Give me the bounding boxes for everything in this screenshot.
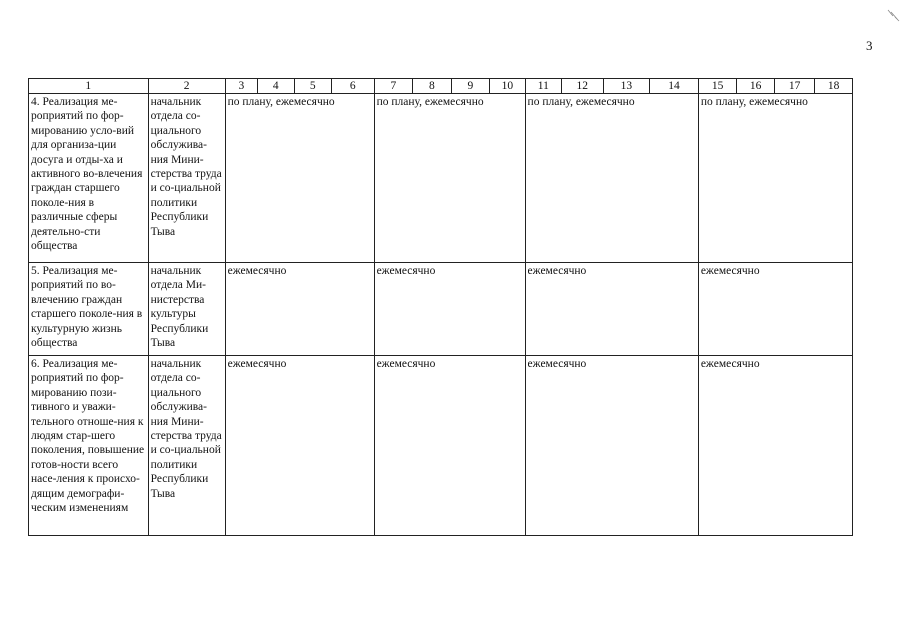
table-row: [29, 263, 853, 356]
header-cell: 3: [225, 79, 257, 94]
schedule-q2: по плану, ежемесячно: [374, 94, 525, 263]
responsible-party: начальник отдела со-циального обслужива-ния Мини-стерства труда и со-циальной политики Республики Тыва: [148, 94, 225, 263]
header-cell: 18: [815, 79, 853, 94]
header-cell: 6: [332, 79, 375, 94]
activity-description: 4. Реализация ме-роприятий по фор-мированию усло-вий для организа-ции досуга и отды-ха и активного во-влечения граждан старшего поколе-ния в различные сферы деятельно-сти общества: [29, 94, 149, 263]
responsible-party: начальник отдела Ми-нистерства культуры Республики Тыва: [148, 263, 225, 356]
activity-description: 6. Реализация ме-роприятий по фор-мированию пози-тивного и уважи-тельного отноше-ния к людям стар-шего поколения, повышение готов-ности всего насе-ления к происхо-дящим демографи-ческим изменениям: [29, 356, 149, 536]
schedule-q3: ежемесячно: [525, 356, 698, 536]
scan-mark-icon: [886, 8, 900, 22]
header-cell: 2: [148, 79, 225, 94]
schedule-q2: ежемесячно: [374, 263, 525, 356]
header-cell: 17: [774, 79, 815, 94]
header-cell: 1: [29, 79, 149, 94]
header-cell: 15: [698, 79, 737, 94]
schedule-q1: ежемесячно: [225, 356, 374, 536]
schedule-q4: ежемесячно: [698, 356, 852, 536]
header-cell: 12: [562, 79, 604, 94]
schedule-q2: ежемесячно: [374, 356, 525, 536]
header-cell: 4: [258, 79, 294, 94]
header-cell: 10: [490, 79, 525, 94]
schedule-q4: по плану, ежемесячно: [698, 94, 852, 263]
header-cell: 5: [294, 79, 332, 94]
schedule-table: [28, 78, 853, 536]
schedule-q3: по плану, ежемесячно: [525, 94, 698, 263]
schedule-q1: по плану, ежемесячно: [225, 94, 374, 263]
schedule-q1: ежемесячно: [225, 263, 374, 356]
schedule-q4: ежемесячно: [698, 263, 852, 356]
page-number: 3: [866, 38, 873, 53]
activity-description: 5. Реализация ме-роприятий по во-влечению граждан старшего поколе-ния в культурную жизнь общества: [29, 263, 149, 356]
table-row: [29, 356, 853, 536]
responsible-party: начальник отдела со-циального обслужива-ния Мини-стерства труда и со-циальной политики Республики Тыва: [148, 356, 225, 536]
header-cell: 8: [413, 79, 452, 94]
header-cell: 13: [603, 79, 650, 94]
header-row: [29, 79, 853, 94]
table-row: [29, 94, 853, 263]
header-cell: 9: [451, 79, 490, 94]
header-cell: 7: [374, 79, 413, 94]
schedule-q3: ежемесячно: [525, 263, 698, 356]
header-cell: 16: [737, 79, 775, 94]
header-cell: 11: [525, 79, 561, 94]
header-cell: 14: [650, 79, 699, 94]
